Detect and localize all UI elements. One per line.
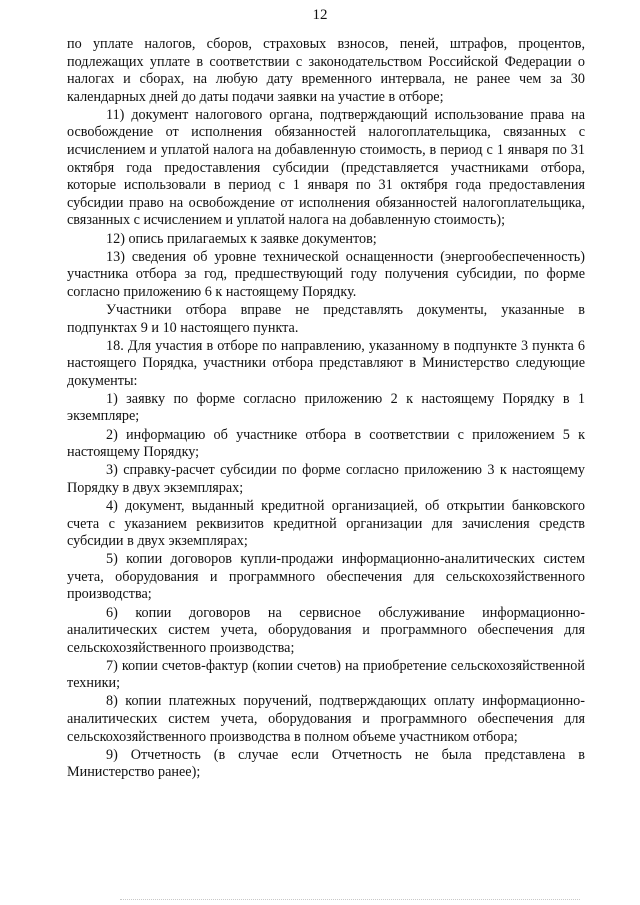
paragraph-note: Участники отбора вправе не представлять документы, указанные в подпунктах 9 и 10 настоящего пункта. (67, 301, 585, 336)
list-item-1: 1) заявку по форме согласно приложению 2 к настоящему Порядку в 1 экземпляре; (67, 390, 585, 425)
list-item-7: 7) копии счетов-фактур (копии счетов) на приобретение сельскохозяйственной техники; (67, 657, 585, 692)
list-item-5: 5) копии договоров купли-продажи информационно-аналитических систем учета, оборудования и программного обеспечения для сельскохозяйственного производства; (67, 551, 585, 603)
list-item-6: 6) копии договоров на сервисное обслуживание информационно-аналитических систем учета, оборудования и программного обеспечения для сельскохозяйственного производства; (67, 604, 585, 656)
paragraph-item-11: 11) документ налогового органа, подтверждающий использование права на освобождение от исполнения обязанностей налогоплательщика, связанных с исчислением и уплатой налога на добавленную стоимость, в период с 1 января по 31 октября года предоставления субсидии (представляется участниками отбора, которые использовали в период с 1 января по 31 октября года предоставления субсидии право на освобождение от исполнения обязанностей налогоплательщика, связанных с исчислением и уплатой налога на добавленную стоимость); (67, 106, 585, 229)
paragraph-item-12: 12) опись прилагаемых к заявке документов; (106, 230, 377, 247)
document-body (67, 36, 585, 782)
list-item-8: 8) копии платежных поручений, подтверждающих оплату информационно-аналитических систем учета, оборудования и программного обеспечения для сельскохозяйственного производства в полном объеме участником отбора; (67, 693, 585, 745)
list-item-3: 3) справку-расчет субсидии по форме согласно приложению 3 к настоящему Порядку в двух экземплярах; (67, 462, 585, 496)
paragraph-section-18: 18. Для участия в отборе по направлению, указанному в подпункте 3 пункта 6 настоящего Порядка, участники отбора представляют в Министерство следующие документы: (67, 337, 585, 389)
scan-artifact-line (120, 899, 580, 902)
list-item-4: 4) документ, выданный кредитной организацией, об открытии банковского счета с указанием реквизитов кредитной организации для зачисления средств субсидии в двух экземплярах; (67, 497, 585, 550)
page-number: 12 (312, 7, 328, 23)
list-item-2: 2) информацию об участнике отбора в соответствии с приложением 5 к настоящему Порядку; (67, 426, 585, 461)
paragraph-continuation: по уплате налогов, сборов, страховых взносов, пеней, штрафов, процентов, подлежащих уплате в соответствии с законодательством Российской Федерации о налогах и сборах, на любую дату временного интервала, не ранее чем за 30 календарных дней до даты подачи заявки на участие в отборе; (67, 36, 585, 105)
list-item-9: 9) Отчетность (в случае если Отчетность не была представлена в Министерство ранее); (67, 746, 585, 781)
paragraph-item-13: 13) сведения об уровне технической оснащенности (энергообеспеченность) участника отбора за год, предшествующий году получения субсидии, по форме согласно приложению 6 к настоящему Порядку. (67, 248, 585, 300)
